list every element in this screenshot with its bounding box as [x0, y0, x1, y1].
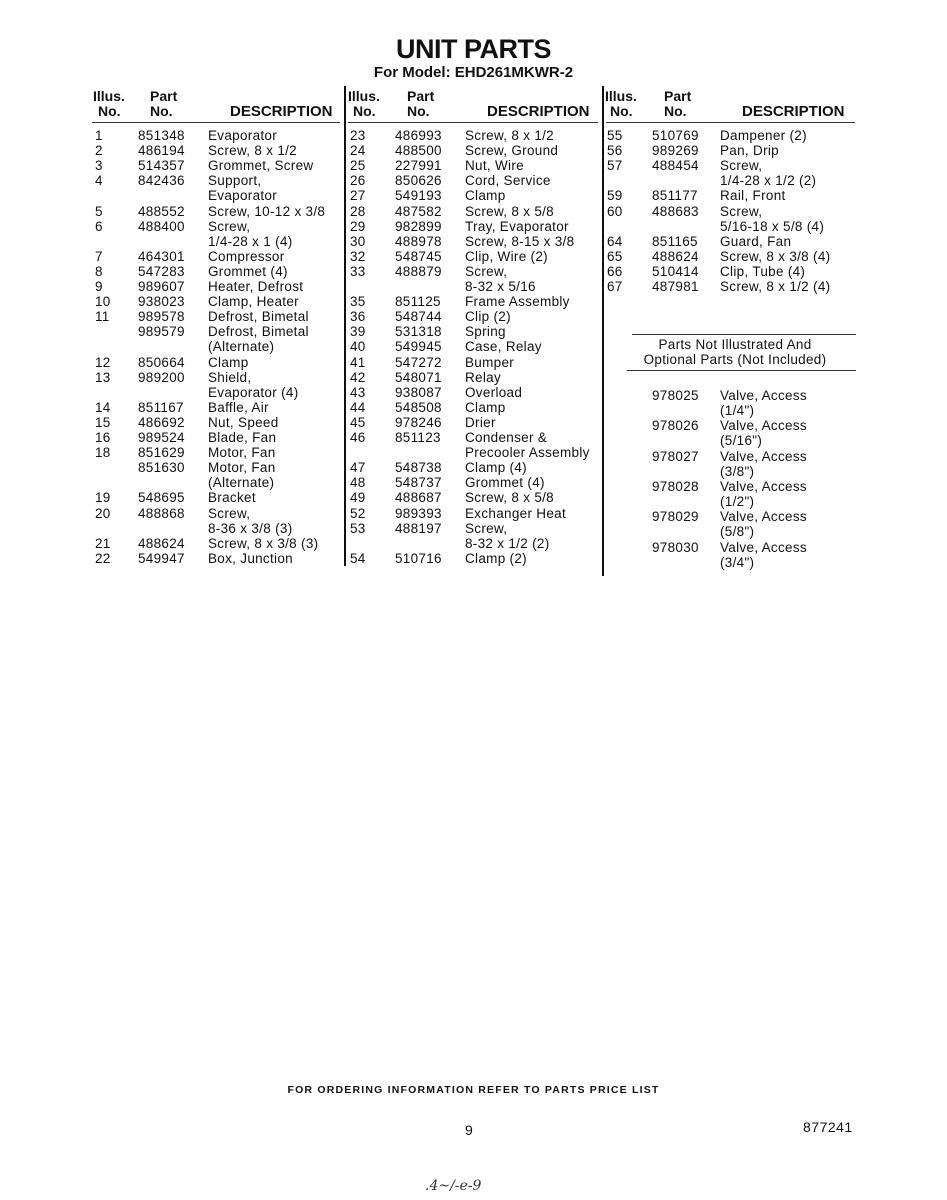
part-number: 548738 [395, 460, 442, 476]
illus-number: 42 [350, 369, 366, 385]
part-description: Guard, Fan [720, 233, 792, 249]
illus-number: 35 [350, 294, 366, 310]
illus-number: 9 [95, 279, 103, 294]
part-description: Compressor [208, 248, 285, 264]
section-rule [632, 334, 856, 335]
illus-number: 6 [95, 218, 103, 234]
part-description: Screw, 10-12 x 3/8 [208, 203, 326, 219]
part-number: 978025 [652, 388, 699, 403]
part-description: Grommet (4) [465, 475, 545, 491]
illus-number: 13 [95, 369, 111, 385]
illus-number: 65 [607, 248, 623, 264]
part-description: Bumper [465, 354, 515, 370]
part-description: Valve, Access [720, 448, 807, 464]
part-number: 488683 [652, 203, 699, 219]
part-description: 5/16-18 x 5/8 (4) [720, 218, 825, 234]
part-description: Screw, [208, 218, 251, 234]
illus-number: 43 [350, 384, 366, 400]
part-number: 989578 [138, 309, 185, 325]
part-description: Case, Relay [465, 339, 542, 355]
part-number: 548071 [395, 369, 442, 385]
part-number: 851630 [138, 460, 185, 476]
part-description: 1/4-28 x 1/2 (2) [720, 173, 817, 189]
part-description: Defrost, Bimetal [208, 324, 309, 340]
part-number: 851123 [395, 430, 441, 445]
part-number: 488552 [138, 203, 185, 219]
part-description: 8-36 x 3/8 (3) [208, 520, 293, 536]
part-number: 989579 [138, 324, 185, 340]
part-number: 989393 [395, 505, 442, 521]
header-part: Part [664, 88, 692, 104]
column-divider [602, 86, 604, 576]
illus-number: 4 [95, 173, 103, 189]
illus-number: 22 [95, 550, 111, 566]
part-number: 978027 [652, 448, 699, 464]
part-number: 488400 [138, 218, 185, 234]
part-number: 851165 [652, 233, 698, 249]
heading-line: Optional Parts (Not Included) [643, 352, 827, 367]
part-number: 531318 [395, 324, 442, 340]
part-number: 547272 [395, 354, 442, 370]
part-description: Cord, Service [465, 173, 551, 189]
part-number: 486993 [395, 128, 442, 143]
part-number: 549193 [395, 188, 442, 204]
part-description: Clip, Tube (4) [720, 263, 806, 279]
part-description: Support, [208, 173, 262, 189]
illus-number: 26 [350, 173, 366, 189]
header-rule [606, 122, 855, 123]
header-part: No. [664, 103, 687, 119]
illus-number: 12 [95, 354, 111, 370]
header-description: DESCRIPTION [487, 103, 590, 120]
part-number: 938023 [138, 294, 185, 310]
illus-number: 40 [350, 339, 366, 355]
part-number: 549947 [138, 550, 185, 566]
part-description: Screw, 8-15 x 3/8 [465, 233, 575, 249]
part-description: Motor, Fan [208, 445, 276, 461]
illus-number: 64 [607, 233, 623, 249]
illus-number: 1 [95, 128, 103, 143]
part-description: Screw, Ground [465, 143, 559, 159]
part-description: Screw, [465, 520, 508, 536]
illus-number: 21 [95, 535, 111, 551]
part-description: Tray, Evaporator [465, 218, 569, 234]
illus-number: 66 [607, 263, 623, 279]
part-number: 510414 [652, 263, 699, 279]
part-description: (Alternate) [208, 339, 275, 355]
part-number: 514357 [138, 158, 185, 174]
part-number: 850626 [395, 173, 442, 189]
part-description: Evaporator [208, 188, 278, 204]
header-illus: No. [353, 103, 376, 119]
illus-number: 33 [350, 263, 366, 279]
part-number: 488624 [138, 535, 185, 551]
part-description: Valve, Access [720, 388, 807, 403]
part-number: 978029 [652, 509, 699, 525]
header-description: DESCRIPTION [230, 103, 333, 120]
part-description: Clamp [465, 188, 506, 204]
part-number: 978246 [395, 414, 442, 430]
illus-number: 18 [95, 445, 111, 461]
part-description: (1/4") [720, 403, 755, 419]
illus-number: 29 [350, 218, 366, 234]
ordering-note: FOR ORDERING INFORMATION REFER TO PARTS PRICE LIST [287, 1084, 660, 1096]
part-number: 549945 [395, 339, 442, 355]
illus-number: 14 [95, 399, 111, 415]
part-number: 487981 [652, 279, 699, 294]
part-description: Shield, [208, 369, 252, 385]
part-description: Dampener (2) [720, 128, 807, 143]
header-illus: Illus. [93, 88, 125, 104]
illus-number: 11 [95, 309, 110, 325]
illus-number: 7 [95, 248, 103, 264]
part-number: 989200 [138, 369, 185, 385]
part-description: Box, Junction [208, 550, 293, 566]
part-number: 488624 [652, 248, 699, 264]
part-number: 488879 [395, 263, 442, 279]
part-description: Screw, 8 x 5/8 [465, 490, 554, 506]
illus-number: 27 [350, 188, 366, 204]
part-description: Heater, Defrost [208, 279, 304, 294]
illus-number: 59 [607, 188, 623, 204]
illus-number: 52 [350, 505, 366, 521]
illus-number: 41 [350, 354, 366, 370]
part-description: (5/8") [720, 524, 755, 540]
header-illus: Illus. [605, 88, 637, 104]
handwritten-note: .4~/-e-9 [425, 1178, 482, 1194]
part-number: 548695 [138, 490, 185, 506]
illus-number: 24 [350, 143, 366, 159]
part-number: 547283 [138, 263, 185, 279]
part-description: Spring [465, 324, 506, 340]
part-number: 488500 [395, 143, 442, 159]
part-description: Screw, 8 x 5/8 [465, 203, 554, 219]
illus-number: 19 [95, 490, 111, 506]
illus-number: 10 [95, 294, 111, 310]
part-description: Precooler Assembly [465, 445, 590, 461]
column-divider [344, 86, 346, 566]
illus-number: 3 [95, 158, 103, 174]
illus-number: 55 [607, 128, 623, 143]
part-description: (Alternate) [208, 475, 275, 491]
illus-number: 28 [350, 203, 366, 219]
part-description: Evaporator [208, 128, 278, 143]
part-description: Screw, 8 x 3/8 (4) [720, 248, 831, 264]
illus-number: 36 [350, 309, 366, 325]
illus-number: 53 [350, 520, 366, 536]
illus-number: 67 [607, 279, 623, 294]
header-part: Part [407, 88, 435, 104]
header-part: Part [150, 88, 178, 104]
part-description: 1/4-28 x 1 (4) [208, 233, 293, 249]
part-description: Motor, Fan [208, 460, 276, 476]
illus-number: 32 [350, 248, 366, 264]
part-number: 989607 [138, 279, 185, 294]
part-number: 488978 [395, 233, 442, 249]
part-description: Valve, Access [720, 478, 807, 494]
illus-number: 23 [350, 128, 366, 143]
part-number: 548744 [395, 309, 442, 325]
part-description: Frame Assembly [465, 294, 570, 310]
part-number: 227991 [395, 158, 442, 174]
part-description: 8-32 x 5/16 [465, 279, 536, 294]
part-number: 851125 [395, 294, 441, 310]
part-description: Evaporator (4) [208, 384, 299, 400]
part-description: Valve, Access [720, 509, 807, 525]
part-description: Clip, Wire (2) [465, 248, 548, 264]
part-description: Grommet, Screw [208, 158, 314, 174]
header-rule [92, 122, 340, 123]
part-description: (1/2") [720, 494, 755, 509]
part-description: Clamp (4) [465, 460, 527, 476]
part-number: 548737 [395, 475, 442, 491]
part-number: 488687 [395, 490, 442, 506]
page-number: 9 [465, 1122, 473, 1138]
part-number: 978028 [652, 478, 699, 494]
part-description: Drier [465, 414, 496, 430]
part-description: Screw, 8 x 3/8 (3) [208, 535, 319, 551]
part-description: Screw, 8 x 1/2 (4) [720, 279, 831, 294]
part-description: Blade, Fan [208, 430, 277, 445]
part-description: Screw, 8 x 1/2 [208, 143, 297, 159]
part-number: 851177 [652, 188, 698, 204]
part-number: 488197 [395, 520, 442, 536]
part-number: 548745 [395, 248, 442, 264]
section-rule [627, 370, 856, 371]
illus-number: 46 [350, 430, 366, 445]
part-description: Screw, 8 x 1/2 [465, 128, 554, 143]
part-description: Exchanger Heat [465, 505, 567, 521]
part-number: 851348 [138, 128, 185, 143]
illus-number: 39 [350, 324, 366, 340]
part-description: Nut, Speed [208, 414, 279, 430]
part-description: Valve, Access [720, 418, 807, 434]
part-description: Screw, [720, 203, 763, 219]
part-description: Rail, Front [720, 188, 786, 204]
part-description: Relay [465, 369, 502, 385]
header-part: No. [150, 103, 173, 119]
part-description: Nut, Wire [465, 158, 524, 174]
part-description: Screw, [208, 505, 251, 521]
part-description: Valve, Access [720, 539, 807, 555]
part-description: 8-32 x 1/2 (2) [465, 535, 550, 551]
illus-number: 5 [95, 203, 103, 219]
illus-number: 8 [95, 263, 103, 279]
illus-number: 15 [95, 414, 111, 430]
part-description: (5/16") [720, 433, 763, 449]
illus-number: 20 [95, 505, 111, 521]
part-number: 548508 [395, 399, 442, 415]
part-description: (3/8") [720, 463, 755, 479]
part-description: Screw, [720, 158, 763, 174]
part-description: Pan, Drip [720, 143, 779, 159]
illus-number: 60 [607, 203, 623, 219]
not-illustrated-heading [615, 337, 855, 367]
illus-number: 47 [350, 460, 366, 476]
illus-number: 49 [350, 490, 366, 506]
illus-number: 30 [350, 233, 366, 249]
header-part: No. [407, 103, 430, 119]
header-illus: No. [610, 103, 633, 119]
part-number: 850664 [138, 354, 185, 370]
part-number: 989524 [138, 430, 185, 445]
part-description: Condenser & [465, 430, 548, 445]
part-number: 464301 [138, 248, 185, 264]
part-description: Clamp [208, 354, 249, 370]
part-number: 488454 [652, 158, 699, 174]
part-number: 488868 [138, 505, 185, 521]
part-number: 487582 [395, 203, 442, 219]
part-number: 989269 [652, 143, 699, 159]
part-description: Baffle, Air [208, 399, 269, 415]
part-number: 982899 [395, 218, 442, 234]
part-description: Screw, [465, 263, 508, 279]
part-number: 978030 [652, 539, 699, 555]
part-description: Grommet (4) [208, 263, 288, 279]
model-subtitle: For Model: EHD261MKWR-2 [373, 64, 574, 81]
part-number: 486194 [138, 143, 185, 159]
part-description: Clip (2) [465, 309, 511, 325]
part-number: 851167 [138, 399, 184, 415]
part-description: (3/4") [720, 554, 755, 570]
part-description: Clamp (2) [465, 550, 527, 566]
header-rule [348, 122, 598, 123]
header-illus: Illus. [348, 88, 380, 104]
part-number: 842436 [138, 173, 185, 189]
part-number: 978026 [652, 418, 699, 434]
illus-number: 2 [95, 143, 103, 159]
part-description: Overload [465, 384, 523, 400]
part-number: 510716 [395, 550, 442, 566]
part-description: Bracket [208, 490, 256, 506]
part-number: 510769 [652, 128, 699, 143]
header-illus: No. [98, 103, 121, 119]
page-title: UNIT PARTS [396, 34, 551, 64]
header-description: DESCRIPTION [742, 103, 845, 120]
part-number: 851629 [138, 445, 185, 461]
document-number: 877241 [803, 1119, 853, 1135]
illus-number: 54 [350, 550, 366, 566]
part-number: 486692 [138, 414, 185, 430]
part-description: Clamp, Heater [208, 294, 299, 310]
illus-number: 56 [607, 143, 623, 159]
heading-line: Parts Not Illustrated And [658, 337, 812, 352]
illus-number: 44 [350, 399, 366, 415]
illus-number: 16 [95, 430, 111, 445]
part-number: 938087 [395, 384, 442, 400]
part-description: Defrost, Bimetal [208, 309, 309, 325]
illus-number: 57 [607, 158, 623, 174]
illus-number: 45 [350, 414, 366, 430]
illus-number: 25 [350, 158, 366, 174]
illus-number: 48 [350, 475, 366, 491]
part-description: Clamp [465, 399, 506, 415]
